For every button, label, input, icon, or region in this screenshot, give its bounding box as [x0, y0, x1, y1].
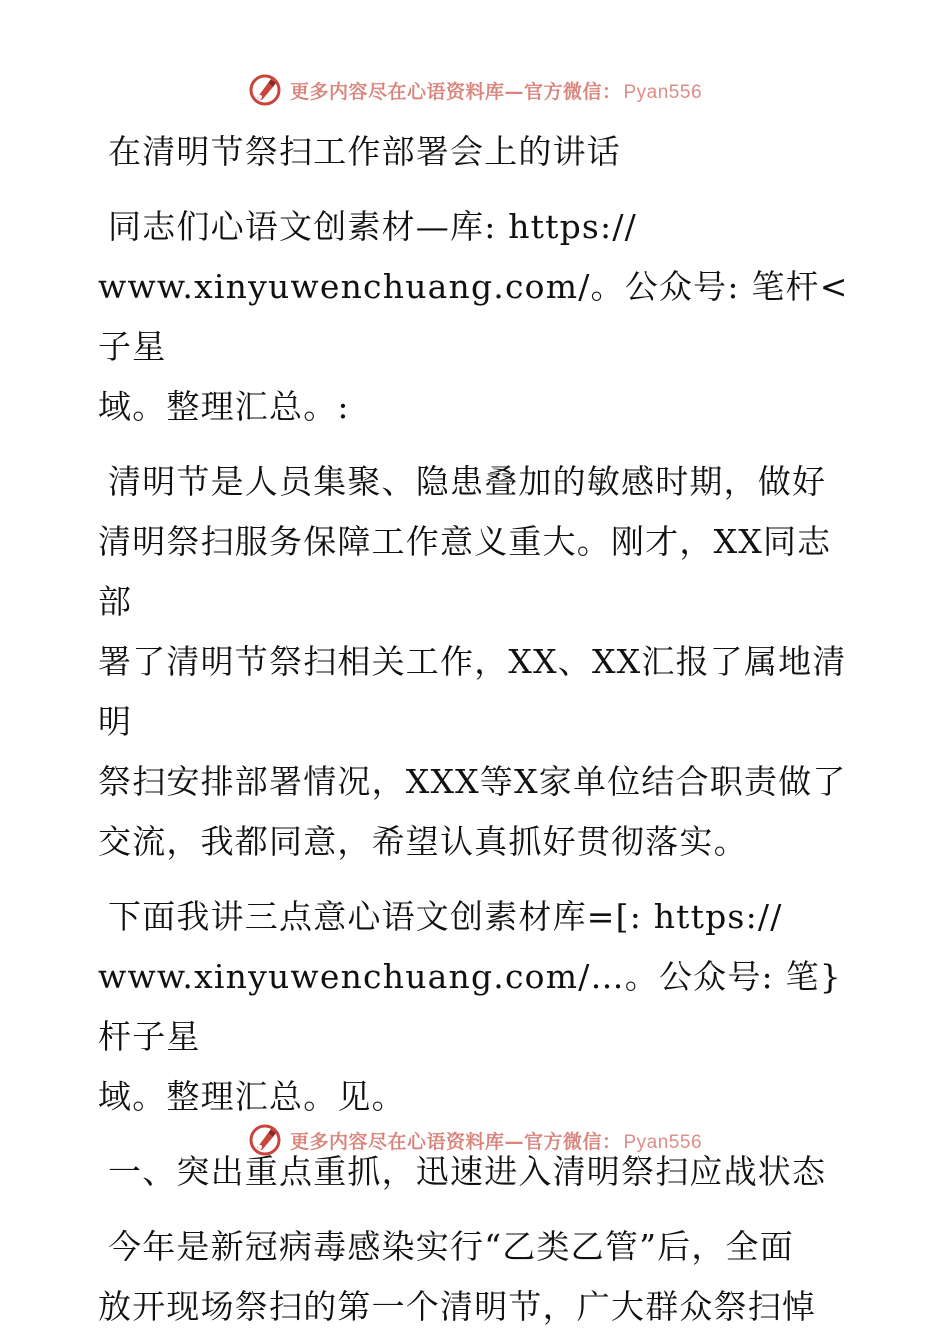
watermark-site-text: 更多内容尽在心语资料库—官方微信： [289, 80, 622, 103]
section-heading-1: 一、突出重点重抓，迅速进入清明祭扫应战状态 [108, 1152, 827, 1191]
watermark-site-text: 更多内容尽在心语资料库—官方微信： [289, 1130, 622, 1153]
header-watermark-banner [0, 70, 950, 110]
watermark-handle: Pyan556 [623, 81, 703, 103]
watermark-text [290, 77, 702, 104]
pen-logo-icon [248, 73, 282, 107]
paragraph-4: 今年是新冠病毒感染实行“乙类乙管”后，全面 放开现场祭扫的第一个清明节，广大群众祭扫悼 [98, 1227, 817, 1326]
paragraph-3: 下面我讲三点意心语文创素材库=[: https:// www.xinyuwenchuang.com/…。公众号: 笔}杆子星 域。整理汇总。见。 [98, 897, 842, 1116]
footer-watermark-banner [0, 1120, 950, 1160]
watermark-text [290, 1127, 702, 1154]
pen-logo-icon [248, 1123, 282, 1157]
document-title: 在清明节祭扫工作部署会上的讲话 [108, 132, 621, 171]
paragraph-1: 同志们心语文创素材—库: https:// www.xinyuwenchuang.com/。公众号: 笔杆<子星 域。整理汇总。: [98, 207, 849, 426]
paragraph-2: 清明节是人员集聚、隐患叠加的敏感时期，做好 清明祭扫服务保障工作意义重大。刚才，XX同志部 署了清明节祭扫相关工作，XX、XX汇报了属地清明 祭扫安排部署情况，XXX等X家单位结合职责做了 交流，我都同意，希望认真抓好贯彻落实。 [98, 462, 847, 861]
watermark-handle: Pyan556 [623, 1131, 703, 1153]
